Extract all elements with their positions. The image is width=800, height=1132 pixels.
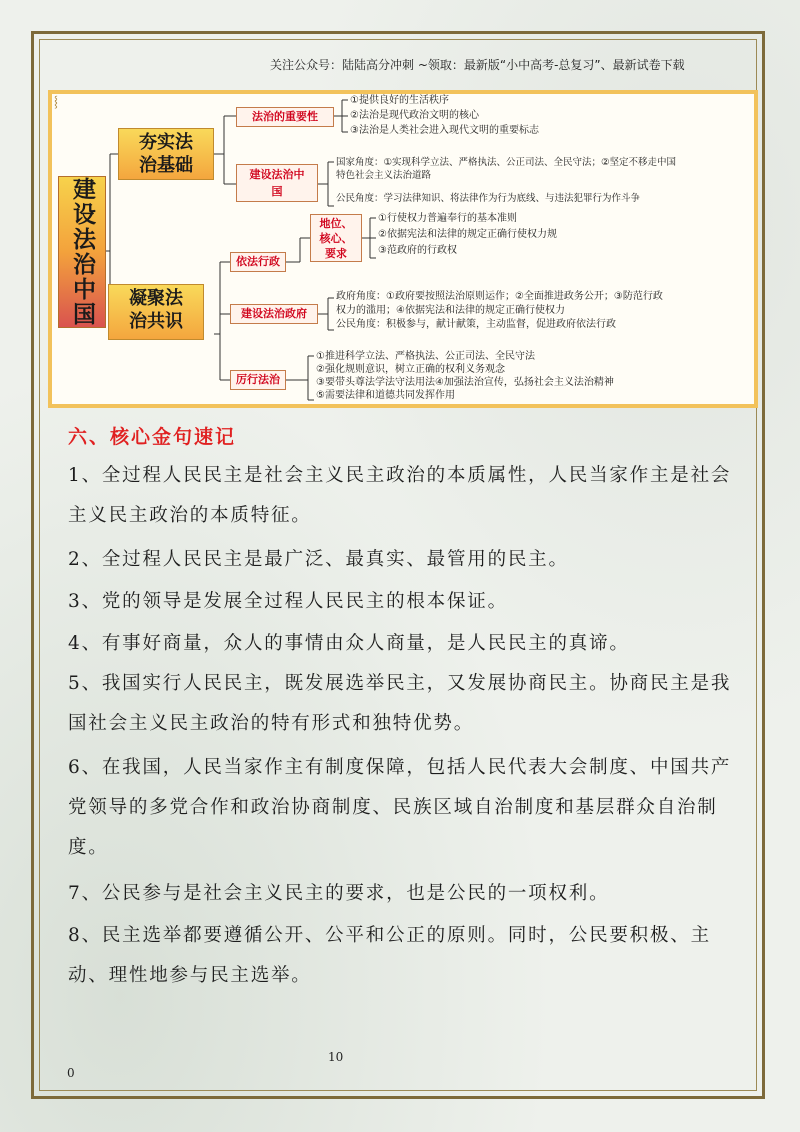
node-label-line: 地位、	[319, 217, 353, 230]
mindmap	[48, 90, 758, 408]
leaf-item: ⑤需要法律和道德共同发挥作用	[316, 390, 455, 401]
branch-2-title-line1: 凝聚法	[129, 288, 183, 309]
branch-1-title-line1: 夯实法	[139, 132, 193, 153]
branch-2-title	[108, 284, 204, 340]
leaf-item: ①提供良好的生活秩序	[350, 95, 449, 106]
core-point-3: 3、党的领导是发展全过程人民民主的根本保证。	[68, 591, 508, 612]
branch-1-title-line2: 治基础	[139, 155, 193, 176]
leaf-item: ②依据宪法和法律的规定正确行使权力规	[378, 229, 557, 240]
section-title: 六、核心金句速记	[68, 426, 237, 448]
leaf-item: 公民角度：积极参与，献计献策，主动监督，促进政府依法行政	[336, 319, 616, 330]
node-fazhi-zhongyaoxing: 法治的重要性	[236, 107, 334, 127]
leaf-item: ①推进科学立法、严格执法、公正司法、全民守法	[316, 351, 535, 362]
core-point-6: 6、在我国，人民当家作主有制度保障，包括人民代表大会制度、中国共产党领导的多党合作和政治协商制度、民族区域自治制度和基层群众自治制度。	[68, 757, 732, 858]
branch-1-title	[118, 128, 214, 180]
node-label-line: 要求	[325, 247, 347, 260]
node-label-line: 核心、	[319, 232, 353, 245]
core-point-7: 7、公民参与是社会主义民主的要求，也是公民的一项权利。	[68, 883, 610, 904]
core-point-1: 1、全过程人民民主是社会主义民主政治的本质属性，人民当家作主是社会主义民主政治的本质特征。	[68, 465, 732, 526]
corner-ornament: ⸾	[54, 95, 58, 108]
leaf-item: 公民角度：学习法律知识、将法律作为行为底线、与违法犯罪行为作斗争	[336, 193, 641, 204]
header-note: 关注公众号：陆陆高分冲刺 ~领取：最新版“小中高考-总复习”、最新试卷下载	[270, 58, 685, 72]
page-number: 10	[328, 1050, 344, 1064]
leaf-item: 政府角度：①政府要按照法治原则运作；②全面推进政务公开；③防范行政	[336, 291, 663, 302]
node-diwei-hexin-yaoqiu	[310, 214, 362, 262]
node-lixing-fazhi: 厉行法治	[230, 370, 286, 390]
node-jianshe-fazhi-zhengfu: 建设法治政府	[230, 304, 318, 324]
core-point-4: 4、有事好商量，众人的事情由众人商量，是人民民主的真谛。	[68, 633, 630, 654]
leaf-item: 特色社会主义法治道路	[336, 170, 432, 181]
core-point-8: 8、民主选举都要遵循公开、公平和公正的原则。同时，公民要积极、主动、理性地参与民主选举。	[68, 925, 711, 986]
branch-2-title-line2: 治共识	[129, 311, 183, 332]
core-point-2: 2、全过程人民民主是最广泛、最真实、最管用的民主。	[68, 549, 569, 570]
leaf-item: 权力的滥用；④依据宪法和法律的规定正确行使权力	[336, 305, 565, 316]
leaf-item: ②法治是现代政治文明的核心	[350, 110, 479, 121]
node-yifa-xingzheng: 依法行政	[230, 252, 286, 272]
core-point-5: 5、我国实行人民民主，既发展选举民主，又发展协商民主。协商民主是我国社会主义民主政治的特有形式和独特优势。	[68, 673, 732, 734]
leaf-item: 国家角度：①实现科学立法、严格执法、公正司法、全民守法；②坚定不移走中国	[336, 157, 677, 168]
node-label-line: 建设法治中	[249, 168, 305, 181]
leaf-item: ②强化规则意识，树立正确的权利义务观念	[316, 364, 505, 375]
leaf-item: ①行使权力普遍奉行的基本准则	[378, 213, 517, 224]
node-label-line: 国	[271, 185, 283, 198]
leaf-item: ③法治是人类社会进入现代文明的重要标志	[350, 125, 539, 136]
footer-zero: 0	[67, 1066, 75, 1080]
mindmap-root: 建设法治中国	[58, 176, 106, 328]
leaf-item: ③范政府的行政权	[378, 245, 457, 256]
node-jianshe-fazhi-zhongguo	[236, 164, 318, 202]
leaf-item: ③要带头尊法学法守法用法④加强法治宣传，弘扬社会主义法治精神	[316, 377, 614, 388]
